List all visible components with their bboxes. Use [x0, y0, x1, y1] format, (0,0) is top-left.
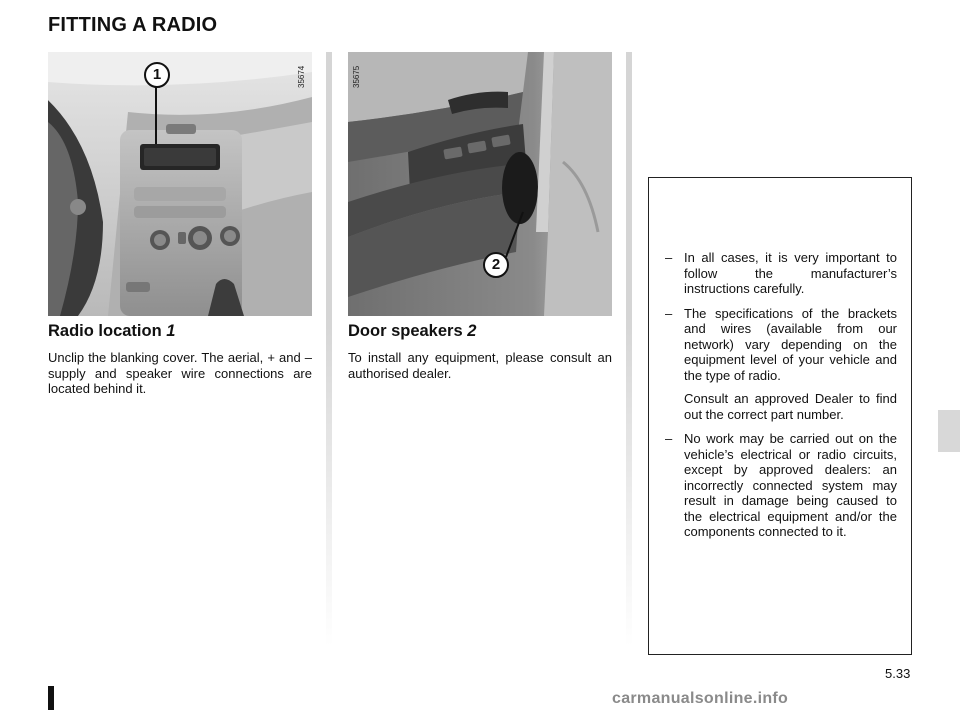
section-title-text: Radio location	[48, 322, 162, 340]
figure-code: 35675	[352, 65, 361, 88]
list-item	[665, 250, 897, 297]
page-number: 5.33	[885, 666, 911, 681]
note-box	[648, 177, 912, 655]
section-title-text: Door speakers	[348, 322, 463, 340]
door-illustration	[348, 52, 612, 316]
section-title-radio-location	[48, 322, 312, 341]
radio-location-text: Unclip the blanking cover. The aerial, + and – supply and speaker wire connections are located behind it.	[48, 350, 312, 396]
page-title: FITTING A RADIO	[48, 14, 218, 36]
note-paragraph: No work may be carried out on the vehicle’s electrical or radio circuits, except by approved dealers: an incorrectly connected system may result in damage being caused to the electrical equipment and/or the components connected to it.	[684, 431, 897, 539]
note-paragraph: The specifications of the brackets and wires (available from our network) vary depending on the equipment level of your vehicle and the type of radio.	[684, 305, 897, 383]
bullet-dash: –	[665, 250, 673, 265]
bullet-dash: –	[665, 431, 673, 446]
column-separator-fade	[326, 317, 332, 647]
note-list	[665, 250, 897, 540]
watermark: carmanualsonline.info	[612, 690, 789, 707]
door-speakers-text: To install any equipment, please consult an authorised dealer.	[348, 350, 612, 381]
radio-location-figure	[48, 52, 312, 316]
note-paragraph: Consult an approved Dealer to find out the correct part number.	[684, 391, 897, 422]
corner-mark	[48, 686, 54, 710]
figure-code: 35674	[297, 65, 306, 88]
column-separator	[626, 52, 632, 317]
section-title-number: 2	[467, 322, 477, 340]
section-title-door-speakers	[348, 322, 612, 341]
column-separator-fade	[626, 317, 632, 647]
note-paragraph: In all cases, it is very important to follow the manufacturer’s instructions carefully.	[684, 250, 897, 296]
dashboard-illustration	[48, 52, 312, 316]
list-item	[665, 431, 897, 540]
bullet-dash: –	[665, 305, 673, 321]
section-title-number: 1	[166, 322, 176, 340]
chapter-thumb-tab	[938, 410, 960, 452]
callout-1: 1	[144, 62, 170, 88]
door-speakers-figure	[348, 52, 612, 316]
callout-2: 2	[483, 252, 509, 278]
door-speakers-section	[348, 322, 612, 381]
column-separator	[326, 52, 332, 317]
list-item	[665, 306, 897, 423]
radio-location-section	[48, 322, 312, 397]
